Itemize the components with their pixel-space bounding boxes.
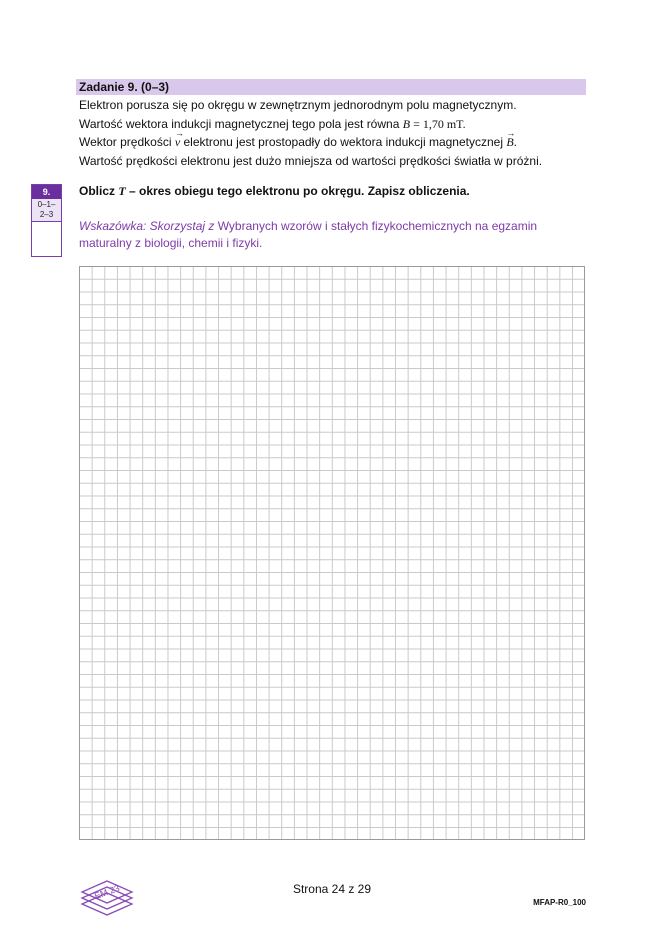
document-code: MFAP-R0_100 xyxy=(533,898,586,907)
intro-line-3 xyxy=(79,133,589,152)
instruction-text-b: – okres obiegu tego elektronu po okręgu. Zapisz obliczenia. xyxy=(125,184,470,198)
logo-text: EM 23 xyxy=(93,882,121,902)
vector-B: → B xyxy=(506,133,513,152)
answer-grid[interactable] xyxy=(79,266,585,840)
intro-line-3-end: . xyxy=(513,135,518,149)
exam-logo-icon xyxy=(78,874,136,918)
intro-line-1: Elektron porusza się po okręgu w zewnętrznym jednorodnym polu magnetycznym. xyxy=(79,98,517,112)
intro-line-3-text-a: Wektor prędkości xyxy=(79,135,175,149)
score-box xyxy=(31,184,62,257)
hint xyxy=(79,218,559,252)
task-intro xyxy=(79,96,589,170)
task-instruction xyxy=(79,184,470,199)
instruction-text-a: Oblicz xyxy=(79,184,119,198)
score-task-number: 9. xyxy=(32,185,61,199)
page-number: Strona 24 z 29 xyxy=(292,882,372,896)
symbol-T: T xyxy=(118,184,126,198)
score-range-line-2: 2–3 xyxy=(39,210,54,219)
intro-line-4: Wartość prędkości elektronu jest dużo mniejsza od wartości prędkości światła w próżni. xyxy=(79,153,543,168)
hint-text: Wybranych wzorów i stałych fizykochemicznych na egzamin maturalny z biologii, chemii i fizyki. xyxy=(79,219,538,250)
hint-italic: Wskazówka: Skorzystaj z xyxy=(79,219,218,233)
value-B: = 1,70 mT. xyxy=(410,116,466,131)
task-header-bar xyxy=(76,79,586,95)
task-header: Zadanie 9. (0–3) xyxy=(79,80,170,94)
score-range-line-1: 0–1– xyxy=(37,200,56,209)
score-range xyxy=(32,199,61,222)
vector-v: → v xyxy=(175,133,180,152)
intro-line-2-text: Wartość wektora indukcji magnetycznej tego pola jest równa xyxy=(79,116,403,131)
symbol-B: B xyxy=(402,116,411,131)
intro-line-3-text-b: elektronu jest prostopadły do wektora indukcji magnetycznej xyxy=(180,135,507,149)
